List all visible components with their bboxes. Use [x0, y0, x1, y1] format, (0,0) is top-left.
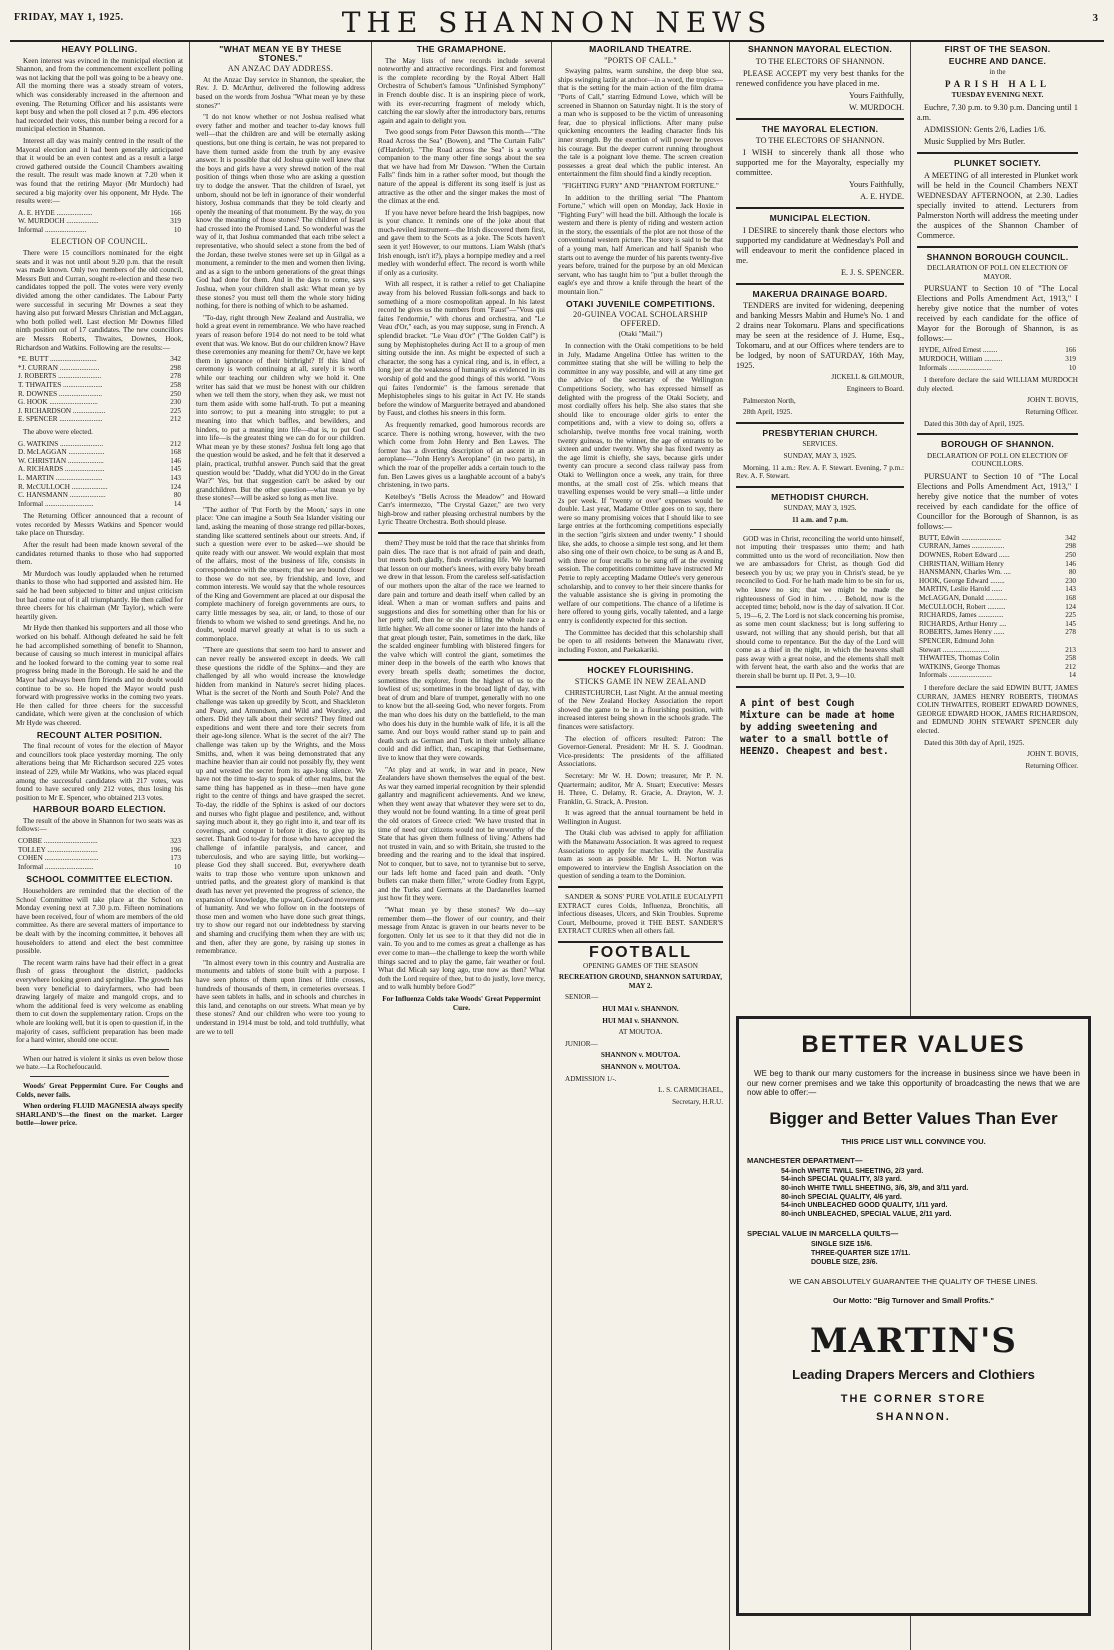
result-row: RICHARDS, Arthur Henry .... 145: [919, 619, 1076, 628]
result-row: A. RICHARDS ...................... 145: [18, 465, 181, 474]
result-row: MARTIN, Leslie Harold ...... 143: [919, 585, 1076, 594]
heading-election-council: ELECTION OF COUNCIL.: [51, 237, 148, 247]
venue-prefix: in the: [989, 68, 1006, 77]
result-row: A. E. HYDE .................... 166: [18, 208, 181, 217]
advert-guarantee: WE CAN ABSOLUTELY GUARANTEE THE QUALITY OF THESE LINES.: [789, 1277, 1038, 1287]
services-times: Morning, 11 a.m.: Rev. A. F. Stewart. Evening, 7 p.m.: Rev. A. F. Stewart.: [736, 463, 904, 481]
mayor-declaration-table: [917, 346, 1078, 372]
signature-name: JOHN T. BOVIS,: [1027, 750, 1078, 759]
result-row: HYDE, Alfred Ernest ........ 166: [919, 346, 1076, 355]
result-row: R. McCULLOCH .................... 124: [18, 482, 181, 491]
scripture-passage: GOD was in Christ, reconciling the world unto himself, not imputing their trespasses unto them; and hath committed unto us the word of reconciliation. Now then we are ambassadors for Christ, as though God did beseech you by us; we pray you in Christ's stead, be ye reconciled to God. For he hath made him to be sin for us, who knew no sin; that we might be made the righteousness of God in him. . . . Behold, now is the accepted time; behold, now is the day of salvation. II Cor. 5, 19—6, 2. The Lord is not slack concerning his promise, as some men count slackness; but is long suffering to usward, not willing that any should perish, but that all should come to repentance. But the day of the Lord will come as a thief in the night, in which the heavens shall pass away with a great noise, and the elements shall melt with fervent heat, the earth also and the works that are therein shall be burnt up. II Pet. 3, 9—10.: [736, 534, 904, 680]
advert-item: 54-inch UNBLEACHED GOOD QUALITY, 1/11 yard.: [781, 1202, 948, 1210]
signature-name: JICKELL & GILMOUR,: [831, 373, 904, 382]
quote-paragraph: When our hatred is violent it sinks us even below those we hate.—La Rochefoucauld.: [16, 1054, 183, 1072]
council-declaration-table: [917, 534, 1078, 680]
article-paragraph: "I do not know whether or not Joshua realised what every father and mother and teacher to-day knows full well—that the children are and will be eternally asking questions, but one thing is certain, he was not prepared to have them turned aside from the truth by any evasive answer. It is possible that old Joshua quite well knew that the boys and girls have a very shrewd notion of the real position of things when those who are asking a question try to dodge the answer. That the children of Israel, yet unborn, should not be left in ignorance of their wonderful history, Joshua commands that they be told clearly and openly the meaning of that monument. By the way, do you know the meaning of those stones? The children of Israel had crossed into the Promised Land. So wonderful was the way of it, that Joshua commanded that each tribe select a representative, who should select a stone from the bed of the Jordan, these twelve stones were set up in Gilgal as a monument, a reminder to the men and women then living, and as a sign to the unborn generations of the great things God had done for them. And in the days to come, says Joshua, when your children shall ask: What mean ye by these stones? you must tell them the whole story hiding nothing, for there is nothing of which to be ashamed.: [196, 113, 365, 311]
result-row: TOLLEY ............................ 196: [18, 845, 181, 854]
football-senior-label: SENIOR—: [565, 993, 599, 1002]
subheading-anzac: AN ANZAC DAY ADDRESS.: [227, 64, 334, 74]
heading-stones: "WHAT MEAN YE BY THESE STONES.": [219, 44, 342, 63]
article-paragraph: The May lists of new records include several noteworthy and attractive recordings. First and foremost is the complete recording by the Royal Albert Hall Orchestra of Schubert's famous "Unfinished Symphony" in French double disc. It is an inspiring piece of work, with its ever-recurring fragment of melody which, catching the ear slowly after the introductory bars, returns again and again to delight you.: [378, 56, 545, 125]
football-fixture: SHANNON v. MOUTOA.: [600, 1062, 681, 1071]
advert-item: THREE-QUARTER SIZE 17/11.: [811, 1249, 911, 1257]
result-row: ROBERTS, James Henry ...... 278: [919, 628, 1076, 637]
advert-marcella-heading: SPECIAL VALUE IN MARCELLA QUILTS—: [747, 1229, 899, 1239]
result-row: J. RICHARDSON .................. 225: [18, 406, 181, 415]
advert-item: 54-inch WHITE TWILL SHEETING, 2/3 yard.: [781, 1167, 924, 1175]
declaration-title: DECLARATION OF POLL ON ELECTION OF COUNCILLORS.: [927, 451, 1068, 469]
divider: [30, 1049, 169, 1051]
heading-plunket: PLUNKET SOCIETY.: [954, 157, 1041, 168]
result-row: J. ROBERTS ........................ 278: [18, 372, 181, 381]
issue-date: FRIDAY, MAY 1, 1925.: [14, 12, 124, 23]
advert-motto: Our Motto: "Big Turnover and Small Profits.": [832, 1296, 995, 1306]
article-paragraph: "To-day, right through New Zealand and Australia, we hold a great event in remembrance. We who have reached years of reason before 1914 do not need to be told what event that was. We know. But do our children know? Have these ceremonies any meaning for them? Or, have we kept them in ignorance of their birthright? If this kind of ceremony is worth continuing at all, surely it is worth while our teaching our children why we hold it. One writer has said that we must be honest with our children when we tell them the story, when they ask, we must not turn them aside with some half-truth. To put a meaning into sorrow; to put a meaning into struggle; to put a meaning into that which baffles, and bewilders, and hinders, to put a meaning into life—that is, to put God into life—is the greatest thing we can do for our children. What mean ye by these stones? Joshua felt long ago that the question would be asked, and he felt that it deserved a plain, practical, truthful answer. Punch said that the great question would be: "Daddy, what did YOU do in the Great War?" Yes, but that suggestion can't be asked by our grandchildren. But the other question—what mean ye by these stones?—will be asked so long as men live.: [196, 313, 365, 503]
advert-headline: Bigger and Better Values Than Ever: [769, 1108, 1058, 1128]
heading-hockey: HOCKEY FLOURISHING.: [587, 665, 694, 676]
divider: [558, 941, 723, 943]
result-row: McLAGGAN, Donald ............ 168: [919, 594, 1076, 603]
result-row: W. MURDOCH .................. 319: [18, 217, 181, 226]
article-paragraph: Two good songs from Peter Dawson this month—"The Road Across the Sea" (Bowen), and "The Curtain Falls" (d'Hardelot). "The Road across the Sea" is a worthy companion to the many other fine songs about the sea that we have had from Mr Dawson. "When the Curtain Falls" finds him in a rather softer mood, but though the nature of the appeal is different its song itself is just as attractive as the other and the singer makes the most of the climax at the end.: [378, 128, 545, 206]
heading-borough-council: SHANNON BOROUGH COUNCIL.: [926, 251, 1069, 262]
advert-town: SHANNON.: [876, 1411, 951, 1424]
result-row: RICHARDS, James .............. 225: [919, 611, 1076, 620]
signature-name: E. J. S. SPENCER.: [840, 267, 904, 277]
notice-body: PURSUANT to Section 10 of "The Local Elections and Polls Amendment Act, 1913," I hereby give notice that the number of votes received by each candidate for the office of Mayor for the Borough of Shannon, is as follows:—: [917, 284, 1078, 344]
column-4: [552, 42, 730, 1650]
result-row: G. WATKINS ........................ 212: [18, 439, 181, 448]
result-row: THWAITES, Thomas Colin 258: [919, 654, 1076, 663]
article-paragraph: The Returning Officer announced that a recount of votes recorded by Messrs Watkins and Spencer would take place on Thursday.: [16, 512, 183, 538]
advert-item: 54-inch SPECIAL QUALITY, 3/3 yard.: [781, 1176, 902, 1184]
notice-body: PURSUANT to Section 10 of "The Local Elections and Polls Amendment Act, 1913," I hereby give notice that the number of votes received by each candidate for the office of Councillor for the Borough of Shannon, is as follows:—: [917, 471, 1078, 531]
divider: [30, 1076, 169, 1078]
article-paragraph: With all respect, it is rather a relief to get Chaliapine away from his beloved Russian folk-songs and back to something of a more cosmopolitan appeal. In his latest record he gives us the numbers from "Faust"—"Vous qui faites l'endormie," with chorus and orchestra, and "Le Veau d'Or," each, as you may suppose, sung in French. A splendid bracket. "Le Veau d'Or" ("The Golden Calf") is sung by Mephistopheles during Act II to a group of men sitting outside the inn. As might be expected of such a character, the song has a cynical ring, and is, in effect, a long jeer at the weakness of humanity as evidenced in its worship of gold and the good things of this world. "Vous qui faites l'endormie" is the famous serenade that Mephistopheles sings to his guitar in Act IV. He stands before the window of Marguerite betrayed and abandoned by Faust, and clothes his sneers in this form.: [378, 280, 545, 418]
result-row: R. DOWNES ........................ 250: [18, 389, 181, 398]
divider: [917, 152, 1078, 154]
article-paragraph: them? They must be told that the race that shrinks from pain dies. The race that is not afraid of pain and death, but meets both gladly, finds everlasting life. We learned that lesson on our mother's knees, with every baby breath we drew in that lesson. From the careless self-satisfaction of our mothers upon the altar of the race we learned to dare pain and torture and death itself when called by an ideal. When a man or woman suffers and pains and suggestions and dies for something other than for his or her petty self, then he or she is lifting the whole race a little higher. We all come sooner or later into the hands of that great plough tester, Pain, sometimes in the dark, like the scalded engineer fumbling with blistered fingers for the valve which will control the giant, sometimes the miner deep in the bowels of the earth who knows that every breath spells death; sometimes the doctor, sometimes the explorer, from the highest of us to the lowliest of us; sometimes in the broad light of day, with beat of drum and blare of trumpet, generally with no one to know but the all-seeing God, who never forgets. From the man who does his duty on the battlefield, to the man who does his duty in the humble walk of life, it is all the same. And our boys would rather stand up to pain and death such as German and Turk in their unholy alliance could and did inflict, than, escaping that Gethsemane, live to know that they were cowards.: [378, 539, 545, 762]
advert-item: 80-inch SPECIAL QUALITY, 4/6 yard.: [781, 1193, 902, 1201]
newspaper-title: THE SHANNON NEWS: [341, 6, 773, 39]
heading-gramaphone: THE GRAMAPHONE.: [416, 44, 507, 54]
football-junior-label: JUNIOR—: [565, 1039, 598, 1048]
services-date: SUNDAY, MAY 3, 1925.: [783, 504, 857, 513]
article-paragraph: Mr Murdoch was loudly applauded when he returned thanks to those who had supported and assisted him. He said he had been subjected to bitter and unjust criticism but had come out of it all triumphantly. He then called for three cheers for his chairman (Mr Taylor), which were heartily given.: [16, 569, 183, 621]
event-admission: ADMISSION: Gents 2/6, Ladies 1/6.: [924, 124, 1046, 134]
article-paragraph: The recent warm rains have had their effect in a great flush of grass throughout the district, paddocks everywhere looking green and springlike. The growth has been very beneficial to dairyfarmers, who had been drawing largely of maize and mangold crops, and to whom the additional feed is very welcome as enabling them to cut down the supplementary ration. Crops on the whole are looking well, but it is open to question if, in the majority of cases, sufficient preparation has been made for a hard winter, should one occur.: [16, 958, 183, 1045]
signature-title: Returning Officer.: [1025, 761, 1078, 770]
heading-school-committee: SCHOOL COMMITTEE ELECTION.: [26, 874, 173, 885]
notice-body: TENDERS are invited for widening, deepening and banking Messrs Mabin and Hume's No. 1 and 2 drains near Tokomaru. Plans and specifications may be seen at the residence of J. Hume, Esq., Tokomaru, and at our Offices where tenders are to be lodged, by noon of SATURDAY, 16th May, 1925.: [736, 301, 904, 371]
advert-item: DOUBLE SIZE, 23/6.: [811, 1258, 878, 1266]
better-values-advert: [736, 1016, 1091, 1616]
declaration-title: DECLARATION OF POLL ON ELECTION OF MAYOR.: [927, 264, 1068, 281]
article-paragraph: Secretary: Mr W. H. Down; treasurer, Mr P. N. Quartermain; auditor, Mr A. Stuart; Executive: Messrs H. Three, C. Delamy, R. Gracie, A. Drayton, W. J. Franklin, G. Strack, A. Preston.: [558, 771, 723, 806]
signature-title: Secretary, H.R.U.: [672, 1097, 723, 1106]
article-paragraph: Keen interest was evinced in the municipal election at Shannon, and from the commencement excellent polling was not lacking that the poll was going to be a heavy one. All the morning there was a steady stream of voters, which was considerably increased in the afternoon and evening. The Returning Officer and his assistants were kept busy and when the poll closed at 7 p.m. 496 electors had recorded their votes, this number being a record for a municipal election in Shannon.: [16, 56, 183, 134]
result-row: L. MARTIN .......................... 143: [18, 473, 181, 482]
signature-name: L. S. CARMICHAEL,: [658, 1086, 723, 1095]
council-others-table: [16, 440, 183, 509]
result-row: McCULLOCH, Robert .......... 124: [919, 602, 1076, 611]
heading-borough-shannon: BOROUGH OF SHANNON.: [940, 439, 1055, 450]
heading-recount: RECOUNT ALTER POSITION.: [36, 729, 163, 740]
result-row: Informal ....................... 10: [18, 225, 181, 234]
heenzo-advert: A pint of best Cough Mixture can be made at home by adding sweetening and water to a small bottle of HEENZO. Cheapest and best.: [740, 697, 895, 757]
football-subheading: OPENING GAMES OF THE SEASON: [583, 961, 698, 970]
advert-title: BETTER VALUES: [801, 1031, 1026, 1058]
signature-name: A. E. HYDE.: [860, 192, 904, 202]
services-date: SUNDAY, MAY 3, 1925.: [783, 451, 857, 460]
article-paragraph: "What mean ye by these stones? We do—say remember them—the flower of our country, and their message from Anzac is graven in our hearts never to be forgotten. Only let us see to it that they did not die in vain. To you and to me comes as great a challenge as has ever come to man—the challenge to keep the worth while things sacred and to play the game, fair weather or foul. What did Micah say long ago, true now as then? What doth the Lord require of thee, but to do justly, love mercy, and to walk humbly before God?": [378, 906, 545, 992]
advert-item: SINGLE SIZE 15/6.: [811, 1241, 873, 1249]
mayor-results-table: [16, 209, 183, 235]
result-row: Stewart .......................... 213: [919, 645, 1076, 654]
heading-football: FOOTBALL: [588, 944, 693, 961]
divider: [736, 422, 904, 424]
result-row: MURDOCH, William .......... 319: [919, 354, 1076, 363]
services-label: SERVICES.: [802, 440, 838, 449]
column-3: [372, 42, 552, 1650]
divider: [736, 686, 904, 688]
result-row: Informal ........................... 10: [18, 862, 181, 871]
notice-body: PLEASE ACCEPT my very best thanks for the renewed confidence you have placed in me.: [736, 68, 904, 88]
football-admission: ADMISSION 1/-.: [565, 1074, 617, 1083]
result-row: Informals ........................ 10: [919, 363, 1076, 372]
advert-convince: THIS PRICE LIST WILL CONVINCE YOU.: [841, 1136, 986, 1146]
article-paragraph: As frequently remarked, good humorous records are scarce. There is nothing wrong, however, with the two which come from John Henry and Ben Lawes. The former has a diverting description of an ascent in an aeroplane—"John Henry's Aeroplane" (in two parts), in which the roar of the propeller adds a certain touch to the fun. Ben Lawes gives us a laughable account of a baby's christening, in two parts.: [378, 420, 545, 490]
result-row: COHEN .............................. 173: [18, 854, 181, 863]
result-row: E. SPENCER ........................ 212: [18, 415, 181, 424]
harbour-results-table: [16, 837, 183, 871]
article-paragraph: The election of officers resulted: Patron: The Governor-General. President: Mr H. S. J. Goodman. Vice-presidents: The presidents of the affiliated Associations.: [558, 734, 723, 769]
article-paragraph: In addition to the thrilling serial "The Phantom Fortune," which will open on Monday, Jack Hoxie in "Fighting Fury" will head the bill. Although the locale is western and there is plenty of riding and western action in the story, the essentials of the plot are not those of the conventional western picture. The story is said to be that of a young man, half American and half Spanish who starts out to avenge the murder of his parents twenty-five years before, trained for the purpose by an old Mexican servant, who has taught him to "put a bullet through the eagle's eye and throw a knife through the heart of the mountain lion.": [558, 193, 723, 297]
heading-methodist: METHODIST CHURCH.: [771, 491, 869, 502]
result-row: DOWNES, Robert Edward ...... 250: [919, 551, 1076, 560]
divider: [917, 246, 1078, 248]
article-paragraph: The final recount of votes for the election of Mayor and councillors took place yesterday morning. The only alterations being that Mr Richardson secured 225 votes instead of 229, while Mr Watkins, who was placed equal among the successful candidates with 217 votes, was found to have secured only 212 votes, thus losing his position to Mr E. Spencer, who obtained 213 votes.: [16, 742, 183, 802]
result-row: T. THWAITES ...................... 258: [18, 380, 181, 389]
subheading-hockey: STICKS GAME IN NEW ZEALAND: [574, 676, 707, 686]
result-row: *J. CURRAN ...................... 298: [18, 363, 181, 372]
article-paragraph: At the Anzac Day service in Shannon, the speaker, the Rev. J. D. McArthur, delivered the following address based on the words from Joshua "What mean ye by these stones?": [196, 75, 365, 110]
notice-body: I WISH to sincerely thank all those who supported me for the Mayoralty, especially my committee.: [736, 148, 904, 178]
article-paragraph: Mr Hyde then thanked his supporters and all those who worked on his behalf. Although defeated he said he felt he had accomplished something of benefit to Shannon, because of causing so much interest in municipal affairs and he looked forward to the coming year to some real progress being made in the Borough. He said he and the Mayor had always been firm friends and no doubt would continue to be so. He hoped the Mayor would push forward with progressive works in the coming two years. He then called for three cheers for the successful candidate, which were given at the conclusion of which Mr Hyde was cheered.: [16, 624, 183, 727]
heading-euchre: EUCHRE AND DANCE.: [948, 55, 1047, 66]
divider: [736, 118, 904, 120]
signature-line: Yours Faithfully,: [848, 90, 904, 100]
page-number: 3: [1092, 12, 1098, 24]
result-row: W. CHRISTIAN .................... 146: [18, 456, 181, 465]
council-elected-table: [16, 355, 183, 424]
venue-name: PARISH HALL: [944, 78, 1051, 89]
football-fixture: HUI MAI v. SHANNON.: [602, 1016, 679, 1025]
signature-line: Yours Faithfully,: [848, 180, 904, 190]
advert-manchester-heading: MANCHESTER DEPARTMENT—: [747, 1155, 863, 1165]
article-paragraph: The Otaki club was advised to apply for affiliation with the Manawatu Association. It was agreed to request Associations to apply for matches with the Australia team as soon as possible. Mr L. H. Norton was empowered to interview the English Association on the question of sending a team to the Dominion.: [558, 829, 723, 881]
declaration-text: I therefore declare the said WILLIAM MURDOCH duly elected.: [917, 376, 1078, 393]
result-row: BUTT, Edwin ...................... 342: [919, 533, 1076, 542]
heading-first-season: FIRST OF THE SEASON.: [944, 44, 1051, 54]
heading-harbour-board: HARBOUR BOARD ELECTION.: [33, 804, 166, 815]
notice-addressee: TO THE ELECTORS OF SHANNON.: [755, 56, 885, 66]
event-times: Euchre, 7.30 p.m. to 9.30 p.m. Dancing until 1 a.m.: [917, 102, 1078, 122]
subheading-otaki: 20-GUINEA VOCAL SCHOLARSHIP OFFERED.: [573, 310, 708, 328]
article-paragraph: The Committee has decided that this scholarship shall be open to all residents between the Manawatu river, including Foxton, and Paekakariki.: [558, 628, 723, 654]
football-fixture: SHANNON v. MOUTOA.: [600, 1051, 681, 1060]
notice-body: A MEETING of all interested in Plunket work will be held in the Council Chambers NEXT WEDNESDAY AFTERNOON, at 2.30. Ladies specially invited to attend. Lecturers from Palmerston North will address the meeting under the auspices of the Shannon Chamber of Commerce.: [917, 170, 1078, 240]
advert-item: 80-inch UNBLEACHED, SPECIAL VALUE, 2/11 yard.: [781, 1210, 952, 1218]
subheading-fighting-fury: "FIGHTING FURY" AND "PHANTOM FORTUNE.": [562, 181, 719, 190]
football-location: AT MOUTOA.: [618, 1028, 663, 1037]
event-music: Music Supplied by Mrs Butler.: [924, 136, 1026, 146]
notice-addressee: TO THE ELECTORS OF SHANNON.: [755, 136, 885, 146]
advert-intro: WE beg to thank our many customers for the increase in business since we have been in our new corner premises and we take this opportunity of broadcasting the news that we are now able to offer:—: [747, 1069, 1080, 1098]
signature-title: Returning Officer.: [1025, 407, 1078, 416]
article-paragraph: If you have never before heard the Irish bagpipes, now is your chance. It reminds one of the joke about that much-reviled instrument—the Irish discovered them first, and gave them to the Scots as a joke. The Scots haven't seen it yet! However, to our muttons. Liam Walsh (that's Irish enough, isn't it?), plays a hornpipe medley and a reel medley with wonderful effect. The record is worth while if only as a curiosity.: [378, 208, 545, 277]
article-paragraph: "There are questions that seem too hard to answer and can never really be answered except in deeds. We call these questions the riddle of the Sphinx—and they are challenged by all who would increase the knowledge hidden from mankind in Nature's secret hiding places. What is the secret of the North and South Pole? And the challenge was taken up greedily by Scott, and Shackleton and Peary, and Amundsen, and Wild and Worsley, and others. Did they talk about their secrets? They fitted out expeditions and went there and tore their secrets from their age-long silence. What is the secret of the air? The challenge was taken up by the Wrights, and the Moss Smiths, and, when it was being demonstrated that any machine heavier than air could not possibly fly, they went up and wrested the secret from its age-long silence. We have not the time to-day to speak of other realms, but the same thing has happened as in these—men have gone right to the centre of things and have grasped the secret. To-day, the riddle of the Sphinx is asked of our doctors and nurses who fight plague and pestilence, and, without saying much about it, they go right into it, and tear off its coverings, and conquer it before it dies, to give up its secret. Thank God to-day for those who have accepted the challenge of infantile paralysis, and cancer, and tuberculosis, and who are saying little, but working—please God they shall succeed. But, everywhere death waits to trap those who venture upon unknown and untried paths, and the greatest glory of mankind is that death has never yet prevented the progress of science, the expansion of knowledge, the upward, Godward movement of humanity. And we who follow on in the footsteps of those men and women who have done such great things, try to show our regard not our indebtedness by starving and shaming and crucifying them when they are with us; and then, after they are gone, by raising up stones in remembrance.: [196, 646, 365, 956]
result-row: WATKINS, George Thomas 212: [919, 662, 1076, 671]
source-line: (Otaki "Mail."): [618, 330, 663, 339]
football-venue: RECREATION GROUND, SHANNON SATURDAY, MAY 2.: [558, 973, 723, 990]
heading-municipal-election: MUNICIPAL ELECTION.: [769, 213, 871, 224]
signature-name: W. MURDOCH.: [849, 102, 904, 112]
divider: [736, 283, 904, 285]
ad-snippet: SANDER & SONS' PURE VOLATILE EUCALYPTI EXTRACT cures Colds, Influenza, Bronchitis, all infectious diseases, Ulcers, and Skin Troubles. Supreme Court, Melbourne, proved it THE BEST. SANDER'S EXTRACT CURES when all others fail.: [558, 893, 723, 936]
result-row: SPENCER, Edmund John: [919, 637, 994, 645]
masthead: [10, 6, 1104, 42]
subheading-ports: "PORTS OF CALL.": [604, 55, 677, 65]
heading-presbyterian: PRESBYTERIAN CHURCH.: [762, 427, 878, 438]
heading-maoriland: MAORILAND THEATRE.: [589, 44, 692, 54]
heading-mayoral-election: SHANNON MAYORAL ELECTION.: [747, 44, 893, 54]
result-row: HOOK, George Edward ........ 230: [919, 576, 1076, 585]
article-paragraph: After the result had been made known several of the candidates returned thanks to those who had supported them.: [16, 541, 183, 567]
signature-place: Palmerston North,: [743, 396, 796, 405]
divider: [736, 486, 904, 488]
result-row: CURRAN, James .................. 298: [919, 542, 1076, 551]
divider: [558, 659, 723, 661]
notice-body: I DESIRE to sincerely thank those electors who supported my candidature at Wednesday's Poll and will endeavour to merit the confidence placed in me.: [736, 225, 904, 265]
signature-title: Engineers to Board.: [846, 384, 904, 393]
ad-snippet: When ordering FLUID MAGNESIA always specify SHARLAND'S—the finest on the market. Larger bottle—lower price.: [16, 1102, 183, 1128]
advert-tagline: Leading Drapers Mercers and Clothiers: [792, 1367, 1035, 1383]
article-paragraph: The result of the above in Shannon for two seats was as follows:—: [16, 816, 183, 834]
article-paragraph: The above were elected.: [23, 427, 93, 436]
heading-makerua: MAKERUA DRAINAGE BOARD.: [752, 288, 888, 299]
declaration-date: Dated this 30th day of April, 1925.: [924, 738, 1025, 747]
article-paragraph: Householders are reminded that the election of the School Committee will take place at the School on Monday evening next at 7.30 p.m. Fifteen nominations have been received, four of whom are members of the old committee. As there are several matters of importance to be dealt with by the incoming committee, it behoves all householders to attend and elect the best committee possible.: [16, 887, 183, 956]
advert-item: 80-inch WHITE TWILL SHEETING, 3/6, 3/9, and 3/11 yard.: [781, 1184, 969, 1192]
result-row: *E. BUTT .......................... 342: [18, 355, 181, 364]
result-row: Informal ........................... 14: [18, 499, 181, 508]
advert-brand: MARTIN'S: [810, 1321, 1017, 1362]
result-row: D. McLAGGAN .................... 168: [18, 448, 181, 457]
article-paragraph: In connection with the Otaki competitions to be held in July, Madame Angelina Ottlee has written to the committee stating that she will be willing to help the committee in any way possible, and will at any time get the advice of the secretary of the Wellington Competitions Society, who has expressed himself as delighted with the progress of the Otaki Society, and most cordially offers his help. She also states that she should like to encourage older girls to enter the competitions and, with a view to doing so, offers a scholarship, twelve months free vocal training, worth twenty guineas, to the winner, the age of entrants to be sixteen and under twenty. Why she has fixed twenty as the age limit is chiefly, she says, because girls under twenty can procure a second class railway pass from Otaki to Wellington once a week, any train, for three months, at the small cost of 25s. which means that travelling expenses would be very small—a little under 2s per week. If "twenty or over" expenses would be double. Last year, Madame Ottlee goes on to say, there were so many promising voices that I should like to see large entries at the forthcoming competitions especially in the section "girls sixteen and under twenty." I should like, she adds, to choose a simple test song, and let them also sing one of their own choice, to be sung as A and B, with three or four recalls to be sung off at the evening session. The competitions committee have instructed Mr Petrie to reply accepting Madame Ottlee's very generous scholarship, and to convey to her their sincere thanks for the valuable assistance she is giving in promoting the welfare of our competitions. The chance of a lifetime is here offered to young girls, vocally talented, and a large entry is confidently expected for this section.: [558, 342, 723, 625]
declaration-date: Dated this 30th day of April, 1925.: [924, 419, 1025, 428]
article-paragraph: Swaying palms, warm sunshine, the deep blue sea, ships swinging lazily at anchor—in a word, the tropics—that is the setting for the main action of the film drama "Ports of Call," starring Edmund Lowe, which will be screened in Shannon on Saturday night. It is the story of a man who is supposed to be the victim of unreasoning fear, due to physical inflictions. After many pulse quickening encounters the leading character finds his inner strength. By the exertion of will power he proves his courage. But the deeper current running throughout the tale is a poignant love theme. The screen creation possesses a great deal which the public interest. An entertainment the film should find a kindly reception.: [558, 67, 723, 179]
heading-heavy-polling: HEAVY POLLING.: [61, 44, 138, 54]
signature-date: 28th April, 1925.: [743, 408, 793, 417]
advert-store: THE CORNER STORE: [840, 1393, 987, 1406]
article-paragraph: There were 15 councillors nominated for the eight seats and it was not until about 9.20 p.m. that the result was made known. Only two members of the old council, Messrs Butt and Curran, sought re-election and these two candidates topped the poll. The votes were very evenly divided among the other candidates. The Labour Party were successful in securing Mr Downes a seat they having also put forward Messrs Christian and McLaggan, who both polled well. Last election Mr Downes filled ninth position out of 17 candidates. The new councillors are Messrs Roberts, Thwaites, Downes, Hook, Richardson and Watkins. Following are the results:—: [16, 249, 183, 352]
result-row: G. HOOK ........................... 230: [18, 398, 181, 407]
divider: [736, 207, 904, 209]
ad-snippet: Woods' Great Peppermint Cure. For Coughs and Colds, never fails.: [16, 1081, 183, 1099]
declaration-text: I therefore declare the said EDWIN BUTT, JAMES CURRAN, JAMES HENRY ROBERTS, THOMAS COLIN THWAITES, ROBERT EDWARD DOWNES, GEORGE EDWARD HOOK, JAMES RICHARDSON, and EDMUND JOHN STEWART SPENCER duly elected.: [917, 683, 1078, 735]
football-fixture: HUI MAI v. SHANNON.: [602, 1004, 679, 1013]
article-paragraph: Ketelbey's "Bells Across the Meadow" and Howard Carr's intermezzo, "The Crystal Gazer," are two very high-brow and rather pleasing orchestral numbers by the Lyric Theatre Orchestra. Both should please.: [378, 492, 545, 527]
result-row: HANSMANN, Charles Wm. .... 80: [919, 568, 1076, 577]
article-paragraph: "At play and at work, in war and in peace, New Zealanders have shown themselves the equal of the best. As war they earned imperial recognition by their splendid gallantry and magnificent achievements. And we knew, when they went away that whatever they were set to do, they would not be found wanting. In a time of great peril the old orators of Greece cried: 'We have trusted that in time of need our citizens would not be unworthy of the State that has given them fullness of living.' Athens had not trusted in vain, and so with Britain, she trusted to the breeding and the rearing and to the ideal that inspired. Not to conquer, but to save, not to tyrannise but to serve, our lads left home and faced pain and death. "Only bullets can make them filler," wrote Godley from Egypt, and the Turks and Germans at the Dardanelles learned just how fit they were.: [378, 765, 545, 903]
services-times: 11 a.m. and 7 p.m.: [792, 515, 848, 524]
result-row: Informals ........................ 14: [919, 671, 1076, 680]
divider: [750, 529, 890, 531]
result-row: CHRISTIAN, William Henry 146: [919, 559, 1076, 568]
article-paragraph: CHRISTCHURCH, Last Night. At the annual meeting of the New Zealand Hockey Association the report showed the game to be in a flourishing position, with increased interest being shown in the schools grade. The finances were satisfactory.: [558, 688, 723, 731]
column-2: [190, 42, 372, 1650]
article-paragraph: Interest all day was mainly centred in the result of the Mayoral election and it had been generally anticipated that it would be an even contest and as a result a large crowd gathered outside the Council Chambers awaiting the result. The result was made known at 7.20 when it was found that the retiring Mayor (Mr Murdoch) had secured a big majority over his opponent, Mr Hyde. The results were:—: [16, 136, 183, 206]
heading-mayoral-election-2: THE MAYORAL ELECTION.: [761, 123, 879, 134]
article-paragraph: "In almost every town in this country and Australia are monuments and tablets of stone built with a purpose. I have seen photos of them upon lines of little crosses, hundreds of thousands of them, in cemeteries overseas. I have seen tablets in halls, and in schools and churches in this land, and cenotaphs on our streets. What mean ye by these stones? And our children who were too young to understand in 1914 must be told, and told truthfully, what are we to tell: [196, 958, 365, 1036]
result-row: C. HANSMANN .................... 80: [18, 491, 181, 500]
divider: [558, 886, 723, 888]
event-date: TUESDAY EVENING NEXT.: [951, 91, 1044, 100]
article-paragraph: It was agreed that the annual tournament be held in Wellington in August.: [558, 809, 723, 826]
ad-snippet: For Influenza Colds take Woods' Great Peppermint Cure.: [382, 994, 541, 1012]
heading-otaki: OTAKI JUVENILE COMPETITIONS.: [565, 298, 716, 309]
column-1: [10, 42, 190, 1650]
divider: [378, 532, 545, 534]
result-row: COBBE .............................. 323: [18, 837, 181, 846]
divider: [917, 433, 1078, 435]
signature-name: JOHN T. BOVIS,: [1027, 396, 1078, 405]
article-paragraph: "The author of 'Put Forth by the Moon,' says in one place: 'One can imagine a South Sea Islander visiting our land, asking the meaning of those strange red pillar-boxes, standing like scattered sentinels about our streets. And, if such a question were ever to be asked—we should be quite ready with our answer. We would explain that most of the affairs, most of the business of life, consists in correspondence with the unseen; that we are bound closer to those we do not see, by friendship, and love, and common interests. We would say that the whole resources of the King and Government are placed at our disposal the complete machinery of foreign governments are ours, to carry little messages by sea, air, or land, to those of our friends to whom we wished to send greetings. And he, no doubt, would marvel greatly at what is to us such a commonplace.: [196, 505, 365, 643]
